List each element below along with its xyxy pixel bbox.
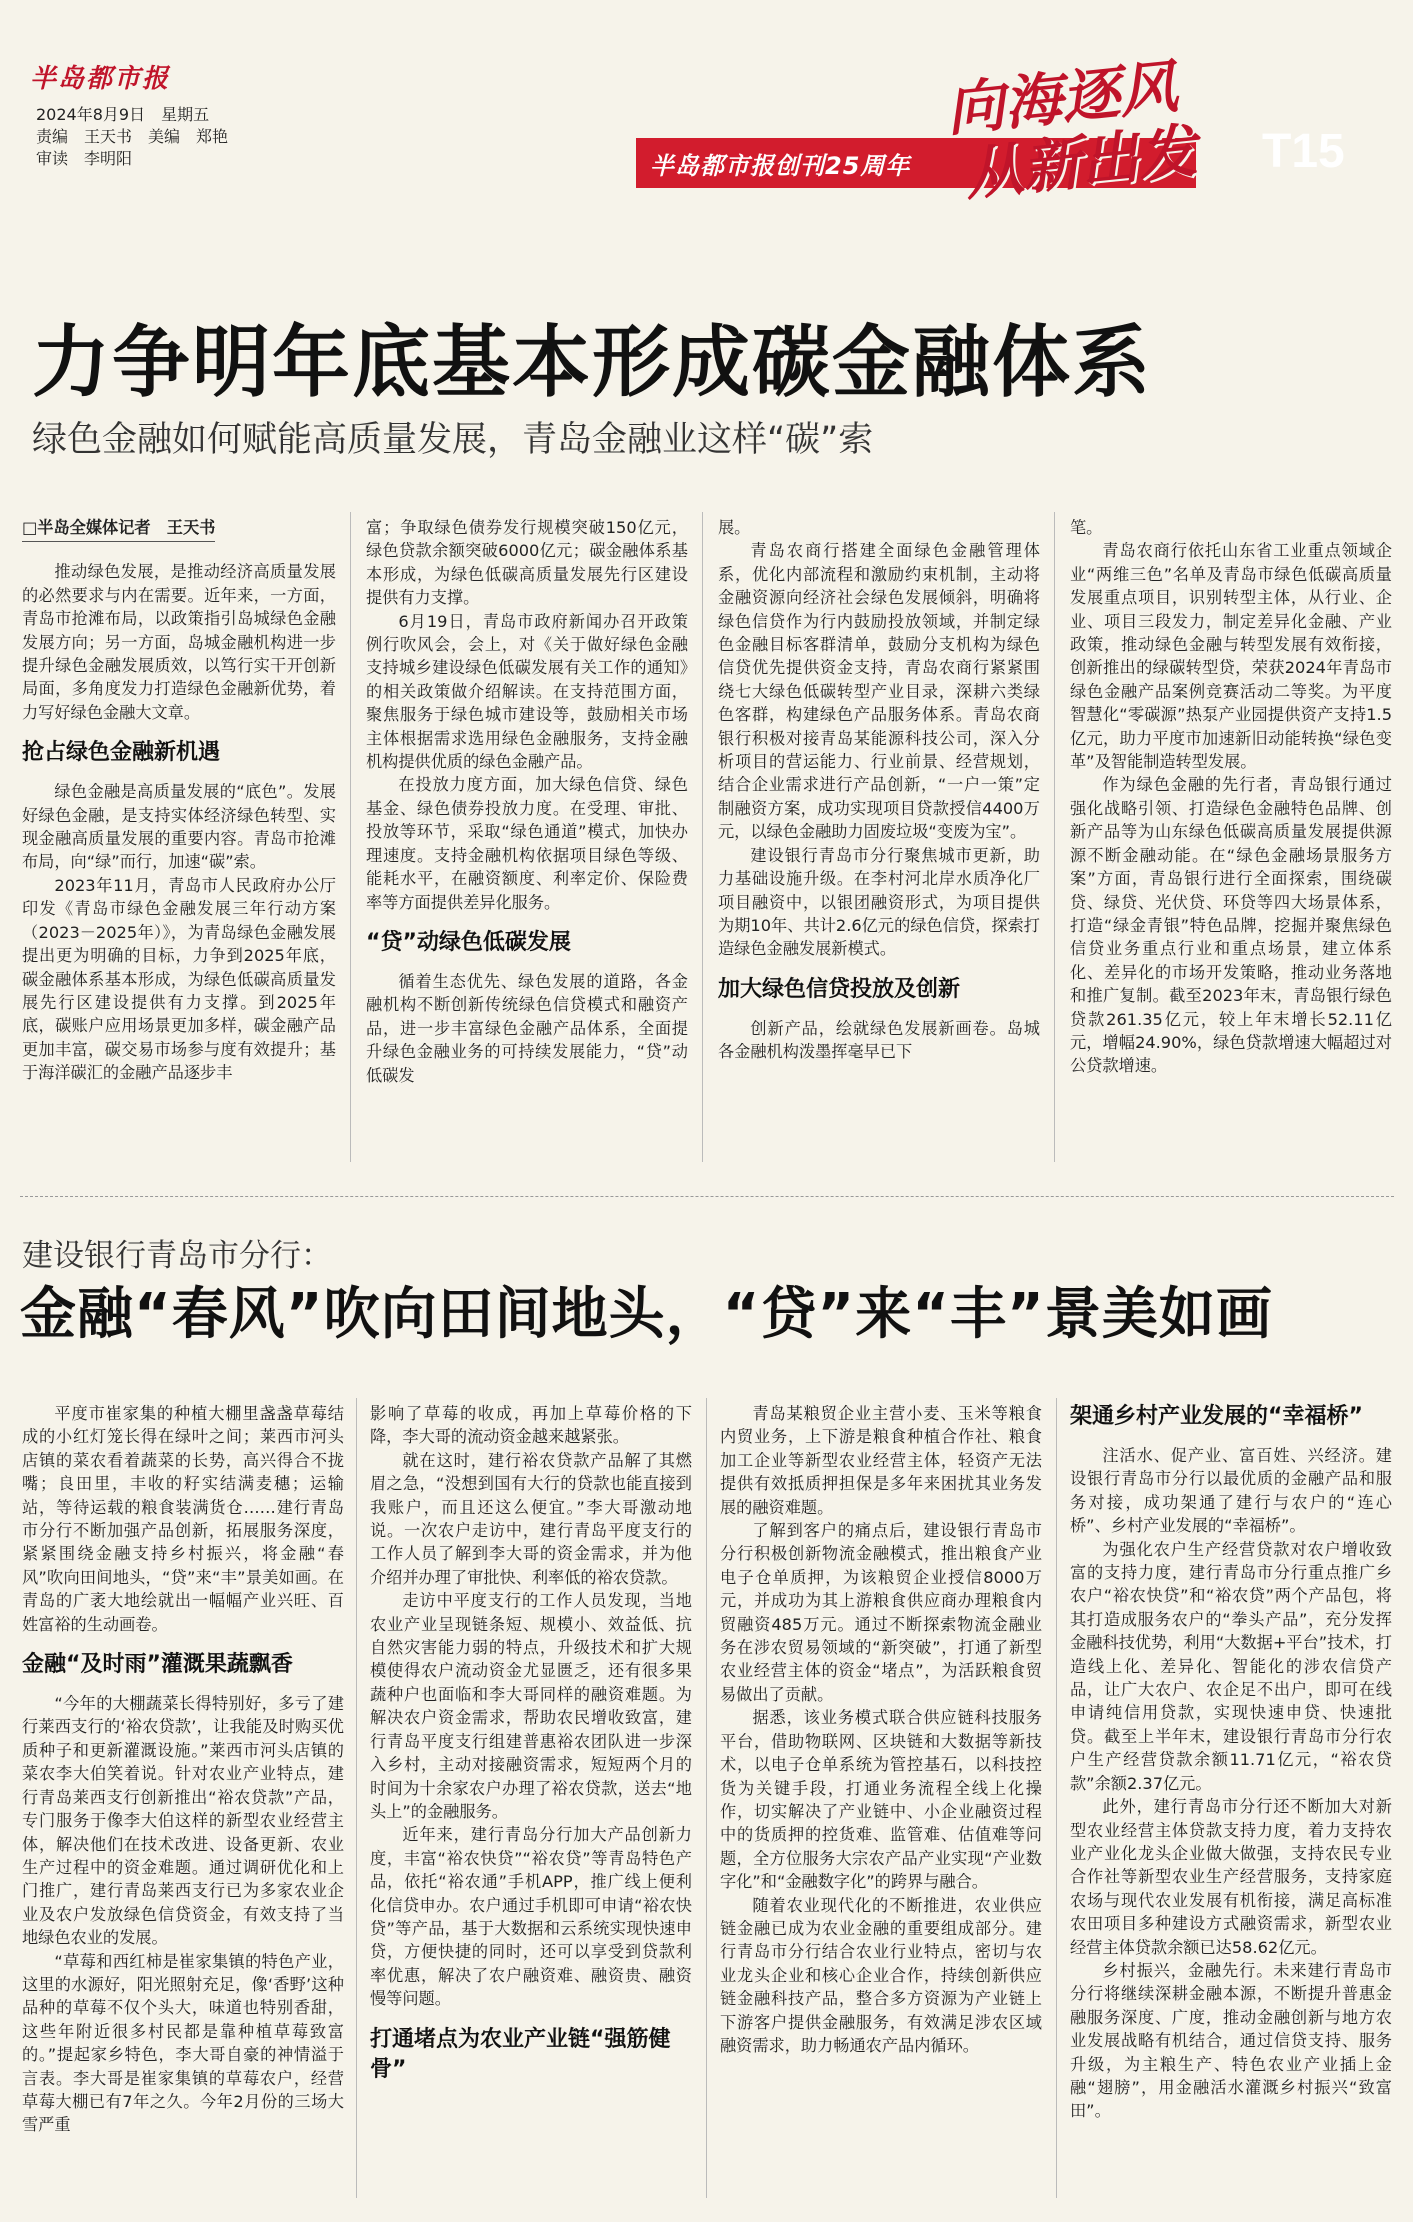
date-line: 2024年8月9日 星期五 bbox=[36, 105, 210, 124]
paragraph: 据悉，该业务模式联合供应链科技服务平台，借助物联网、区块链和大数据等新技术，以电子仓单系统为管控基石，以科技控货为关键手段，打通业务流程全线上化操作，切实解决了产业链中、小企业融资过程中的货质押的控货难、监管难、估值难等问题，全方位服务大宗农产品产业实现“产业数字化”和“金融数字化”的跨界与融合。 bbox=[720, 1708, 1042, 1892]
article2-column-3 bbox=[720, 1402, 1042, 2057]
slogan-line-2: 从新出发 bbox=[961, 116, 1200, 209]
paragraph: 绿色金融是高质量发展的“底色”。发展好绿色金融，是支持实体经济绿色转型、实现金融高质量发展的重要内容。青岛市抢滩布局，向“绿”而行，加速“碳”索。 bbox=[22, 782, 336, 872]
review-line: 审读 李明阳 bbox=[36, 149, 133, 168]
paragraph: 此外，建行青岛市分行还不断加大对新型农业经营主体贷款支持力度，着力支持农业产业化龙头企业做大做强，支持农民专业合作社等新型农业生产经营服务，支持家庭农场与现代农业发展有机衔接，满足高标准农田项目多种建设方式融资需求，新型农业经营主体贷款余额已达58.62亿元。 bbox=[1070, 1797, 1392, 1957]
paragraph: 推动绿色发展，是推动经济高质量发展的必然要求与内在需要。近年来，一方面，青岛市抢滩布局，以政策指引岛城绿色金融发展方向；另一方面，岛城金融机构进一步提升绿色金融发展质效，以笃行实干开创新局面，多角度发力打造绿色金融新优势，着力写好绿色金融大文章。 bbox=[22, 562, 336, 722]
paragraph: 6月19日，青岛市政府新闻办召开政策例行吹风会，会上，对《关于做好绿色金融支持城乡建设绿色低碳发展有关工作的通知》的相关政策做介绍解读。在支持范围方面，聚焦服务于绿色城市建设等，鼓励相关市场主体根据需求选用绿色金融服务，支持金融机构提供优质的绿色金融产品。 bbox=[366, 611, 688, 772]
paragraph: 展。 bbox=[718, 518, 751, 537]
article2-headline: 金融“春风”吹向田间地头，“贷”来“丰”景美如画 bbox=[20, 1282, 1273, 1347]
slogan-line-1: 向海逐风 bbox=[942, 52, 1181, 145]
paragraph: 作为绿色金融的先行者，青岛银行通过强化战略引领、打造绿色金融特色品牌、创新产品等为山东绿色低碳高质量发展提供源源不断金融动能。在“绿色金融场景服务方案”方面，青岛银行进行全面探索，围绕碳贷、绿贷、光伏贷、环贷等四大场景体系，打造“绿金青银”特色品牌，挖掘并聚焦绿色信贷业务重点行业和重点场景，建立体系化、差异化的市场开发策略，推动业务落地和推广复制。截至2023年末，青岛银行绿色贷款261.35亿元，较上年末增长52.11亿元，增幅24.90%，绿色贷款增速大幅超过对公贷款增速。 bbox=[1070, 775, 1392, 1076]
paragraph: 乡村振兴，金融先行。未来建行青岛市分行将继续深耕金融本源，不断提升普惠金融服务深度、广度，推动金融创新与地方农业发展战略有机结合，通过信贷支持、服务升级，为主粮生产、特色农业产业插上金融“翅膀”，用金融活水灌溉乡村振兴“致富田”。 bbox=[1070, 1960, 1392, 2121]
column-divider bbox=[1056, 1398, 1057, 2198]
slogan-calligraphy bbox=[943, 47, 1247, 226]
section-heading: “贷”动绿色低碳发展 bbox=[366, 929, 571, 955]
anniversary-text: 半岛都市报创刊25周年 bbox=[650, 152, 911, 180]
paragraph: 青岛农商行搭建全面绿色金融管理体系，优化内部流程和激励约束机制，主动将金融资源向经济社会绿色发展倾斜，明确将绿色信贷作为行内鼓励投放领域，并制定绿色金融目标客群清单，鼓励分支机构为绿色信贷优先提供资金支持，青岛农商行紧紧围绕七大绿色低碳转型产业目录，深耕六类绿色客群，构建绿色产品服务体系。青岛农商银行积极对接青岛某能源科技公司，深入分析项目的营运能力、行业前景、经营规划，结合企业需求进行产品创新，“一户一策”定制融资方案，成功实现项目贷款授信4400万元，以绿色金融助力固废垃圾“变废为宝”。 bbox=[718, 541, 1040, 842]
paragraph: 富；争取绿色债券发行规模突破150亿元，绿色贷款余额突破6000亿元；碳金融体系基本形成，为绿色低碳高质量发展先行区建设提供有力支撑。 bbox=[366, 518, 688, 608]
paragraph: 在投放力度方面，加大绿色信贷、绿色基金、绿色债券投放力度。在受理、审批、投放等环节，采取“绿色通道”模式，加快办理速度。支持金融机构依据项目绿色等级、能耗水平，在融资额度、利率定价、保险费率等方面提供差异化服务。 bbox=[366, 775, 688, 912]
byline: □半岛全媒体记者 王天书 bbox=[22, 516, 215, 542]
article2-column-1 bbox=[22, 1402, 344, 2137]
paragraph: 了解到客户的痛点后，建设银行青岛市分行积极创新物流金融模式，推出粮食产业电子仓单质押，为该粮贸企业授信8000万元，并成功为其上游粮食供应商办理粮食内贸融资485万元。通过不断探索物流金融业务在涉农贸易领域的“新突破”，打通了新型农业经营主体的资金“堵点”，为活跃粮食贸易做出了贡献。 bbox=[720, 1521, 1042, 1704]
paragraph: 为强化农户生产经营贷款对农户增收致富的支持力度，建行青岛市分行重点推广乡农户“裕农快贷”和“裕农贷”两个产品包，将其打造成服务农户的“拳头产品”，充分发挥金融科技优势，利用“大数据+平台”技术，打造线上化、差异化、智能化的涉农信贷产品，让广大农户、农企足不出户，即可在线申请纯信用贷款，实现快速申贷、快速批贷。截至上半年末，建设银行青岛市分行农户生产经营贷款余额11.71亿元，“裕农贷款”余额2.37亿元。 bbox=[1070, 1539, 1392, 1793]
section-heading: 架通乡村产业发展的“幸福桥” bbox=[1070, 1404, 1363, 1429]
paragraph: 注活水、促产业、富百姓、兴经济。建设银行青岛市分行以最优质的金融产品和服务对接，成功架通了建行与农户的“连心桥”、乡村产业发展的“幸福桥”。 bbox=[1070, 1446, 1392, 1536]
section-rule bbox=[20, 1196, 1394, 1197]
paragraph: 走访中平度支行的工作人员发现，当地农业产业呈现链条短、规模小、效益低、抗自然灾害能力弱的特点，升级技术和扩大规模使得农户流动资金尤显匮乏，还有很多果蔬种户也面临和李大哥同样的融资难题。为解决农户资金需求，帮助农民增收致富，建行青岛平度支行组建普惠裕农团队进一步深入乡村，主动对接融资需求，短短两个月的时间为十余家农户办理了裕农贷款，送去“地头上”的金融服务。 bbox=[370, 1591, 692, 1821]
article1-column-2 bbox=[366, 516, 688, 1087]
column-divider bbox=[356, 1398, 357, 2198]
article2-kicker: 建设银行青岛市分行： bbox=[22, 1238, 332, 1274]
column-divider bbox=[350, 512, 351, 1162]
paragraph: 创新产品，绘就绿色发展新画卷。岛城各金融机构泼墨挥毫早已下 bbox=[718, 1018, 1040, 1062]
editors-line: 责编 王天书 美编 郑艳 bbox=[36, 127, 229, 146]
paragraph: 就在这时，建行裕农贷款产品解了其燃眉之急，“没想到国有大行的贷款也能直接到我账户，而且还这么便宜。”李大哥激动地说。一次农户走访中，建行青岛平度支行的工作人员了解到李大哥的资金需求，并为他介绍并办理了审批快、利率低的裕农贷款。 bbox=[370, 1450, 692, 1587]
paragraph: 建设银行青岛市分行聚焦城市更新，助力基础设施升级。在李村河北岸水质净化厂项目融资中，以银团融资形式，为项目提供为期10年、共计2.6亿元的绿色信贷，探索打造绿色金融发展新模式。 bbox=[718, 845, 1040, 959]
paragraph: 青岛农商行依托山东省工业重点领域企业“两维三色”名单及青岛市绿色低碳高质量发展重点项目，识别转型主体，从行业、企业、项目三段发力，制定差异化金融、产业政策，推动绿色金融与转型发展有效衔接，创新推出的绿碳转型贷，荣获2024年青岛市绿色金融产品案例竞赛活动二等奖。为平度智慧化“零碳源”热泵产业园提供资产支持1.5亿元，助力平度市加速新旧动能转换“绿色变革”及智能制造转型发展。 bbox=[1070, 541, 1392, 772]
paragraph: 近年来，建行青岛分行加大产品创新力度，丰富“裕农快贷”“裕农贷”等青岛特色产品，依托“裕农通”手机APP，推广线上便利化信贷申办。农户通过手机即可申请“裕农快贷”等产品，基于大数据和云系统实现快速申贷，方便快捷的同时，还可以享受到贷款利率优惠，解决了农户融资难、融资贵、融资慢等问题。 bbox=[370, 1825, 692, 2009]
paragraph: 笔。 bbox=[1070, 518, 1103, 537]
article1-column-4 bbox=[1070, 516, 1392, 1078]
masthead bbox=[0, 0, 1413, 210]
paragraph: 循着生态优先、绿色发展的道路，各金融机构不断创新传统绿色信贷模式和融资产品，进一步丰富绿色金融产品体系，全面提升绿色金融业务的可持续发展能力，“贷”动低碳发 bbox=[366, 971, 688, 1085]
page-number: T15 bbox=[1262, 125, 1345, 178]
column-divider bbox=[706, 1398, 707, 2198]
section-heading: 金融“及时雨”灌溉果蔬飘香 bbox=[22, 1652, 293, 1678]
section-heading: 抢占绿色金融新机遇 bbox=[22, 740, 221, 766]
column-divider bbox=[1054, 512, 1055, 1162]
article1-column-1 bbox=[22, 516, 336, 1085]
paragraph: 影响了草莓的收成，再加上草莓价格的下降，李大哥的流动资金越来越紧张。 bbox=[370, 1404, 692, 1447]
article1-subhead: 绿色金融如何赋能高质量发展，青岛金融业这样“碳”索 bbox=[32, 420, 874, 460]
paragraph: 青岛某粮贸企业主营小麦、玉米等粮食内贸业务，上下游是粮食种植合作社、粮食加工企业等新型农业经营主体，轻资产无法提供有效抵质押担保是多年来困扰其业务发展的融资难题。 bbox=[720, 1404, 1042, 1517]
article1-column-3 bbox=[718, 516, 1040, 1064]
paragraph: 2023年11月，青岛市人民政府办公厅印发《青岛市绿色金融发展三年行动方案（2023－2025年）》，为青岛绿色金融发展提出更为明确的目标，力争到2025年底，碳金融体系基本形成，为绿色低碳高质量发展先行区建设提供有力支撑。到2025年底，碳账户应用场景更加多样，碳金融产品更加丰富，碳交易市场参与度有效提升；基于海洋碳汇的金融产品逐步丰 bbox=[22, 875, 336, 1083]
paragraph: 随着农业现代化的不断推进，农业供应链金融已成为农业金融的重要组成部分。建行青岛市分行结合农业行业特点，密切与农业龙头企业和核心企业合作，持续创新供应链金融科技产品，整合多方资源为产业链上下游客户提供金融服务，有效满足涉农区域融资需求，助力畅通农产品内循环。 bbox=[720, 1895, 1042, 2055]
paragraph: 平度市崔家集的种植大棚里盏盏草莓结成的小红灯笼长得在绿叶之间；莱西市河头店镇的菜农看着蔬菜的长势，高兴得合不拢嘴；良田里，丰收的籽实结满麦穗；运输站，等待运载的粮食装满货仓……建行青岛市分行不断加强产品创新，拓展服务深度，紧紧围绕金融支持乡村振兴，将金融“春风”吹向田间地头，“贷”来“丰”景美如画。在青岛的广袤大地绘就出一幅幅产业兴旺、百姓富裕的生动画卷。 bbox=[22, 1404, 344, 1634]
article2-column-2 bbox=[370, 1402, 692, 2097]
paragraph: “今年的大棚蔬菜长得特别好，多亏了建行莱西支行的‘裕农贷款’，让我能及时购买优质种子和更新灌溉设施。”莱西市河头店镇的菜农李大伯笑着说。针对农业产业特点，建行青岛莱西支行创新推出“裕农贷款”产品，专门服务于像李大伯这样的新型农业经营主体，解决他们在技术改进、设备更新、农业生产过程中的资金难题。通过调研优化和上门推广，建行青岛莱西支行已为多家农业企业及农户发放绿色信贷资金，有效支持了当地绿色农业的发展。 bbox=[22, 1694, 344, 1948]
column-divider bbox=[702, 512, 703, 1162]
section-heading: 打通堵点为农业产业链“强筋健骨” bbox=[370, 2026, 671, 2082]
article2-column-4 bbox=[1070, 1402, 1392, 2123]
article1-headline: 力争明年底基本形成碳金融体系 bbox=[32, 318, 1153, 408]
section-heading: 加大绿色信贷投放及创新 bbox=[718, 976, 961, 1002]
paragraph: “草莓和西红柿是崔家集镇的特色产业，这里的水源好，阳光照射充足，像‘香野’这种品种的草莓不仅个头大，味道也特别香甜，这些年附近很多村民都是靠种植草莓致富的。”提起家乡特色，李大哥自豪的神情溢于言表。李大哥是崔家集镇的草莓农户，经营草莓大棚已有7年之久。今年2月份的三场大雪严重 bbox=[22, 1951, 344, 2135]
newspaper-logo: 半岛都市报 bbox=[30, 64, 171, 94]
